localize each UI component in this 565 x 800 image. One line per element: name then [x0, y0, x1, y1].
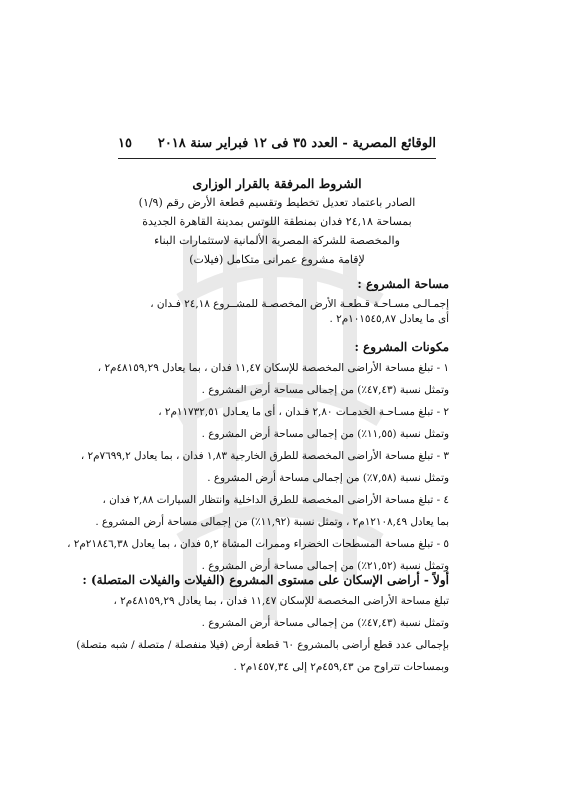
title-line: والمخصصة للشركة المصرية الألمانية لاستثمارات البناء: [154, 234, 400, 247]
section-heading-housing: أولاً - أراضى الإسكان على مستوى المشروع (الفيلات والفيلات المتصلة) :: [82, 573, 449, 587]
paragraph-line: وتمثل نسبة (٤٧,٤٣٪) من إجمالى مساحة أرض المشروع .: [201, 617, 449, 629]
paragraph-line: ٥ - تبلغ مساحة المسطحات الخضراء وممرات المشاة ٥,٢ فدان ، بما يعادل ٢١٨٤٦,٣٨م٢ ،: [67, 538, 449, 550]
paragraph-line: وبمساحات تتراوح من ٤٥٩,٤٣م٢ إلى ١٤٥٧,٣٤م٢ .: [233, 661, 449, 673]
paragraph-line: ٢ - تبلغ مسـاحـة الخدمـات ٢,٨٠ فـدان ، أى ما يعـادل ١١٧٣٢,٥١م٢ ،: [158, 406, 449, 418]
title-line: الصادر باعتماد تعديل تخطيط وتقسيم قطعة الأرض رقم (١/٩): [138, 196, 416, 209]
gazette-issue-title: الوقائع المصرية - العدد ٣٥ فى ١٢ فبراير سنة ٢٠١٨: [157, 135, 436, 151]
paragraph-line: بما يعادل ١٢١٠٨,٤٩م٢ ، وتمثل نسبة (١١,٩٢٪) من إجمالى مساحة أرض المشروع .: [95, 516, 449, 528]
paragraph-line: وتمثل نسبة (٧,٥٨٪) من إجمالى مساحة أرض المشروع .: [207, 472, 449, 484]
paragraph-line: تبلغ مساحة الأراضى المخصصة للإسكان ١١,٤٧ فدان ، بما يعادل ٤٨١٥٩,٢٩م٢ ،: [113, 595, 449, 607]
title-line: لإقامة مشروع عمرانى متكامل (فيلات): [189, 253, 365, 266]
header-divider: [118, 158, 436, 159]
page-header: [118, 134, 436, 152]
paragraph-line: وتمثل نسبة (١١,٥٥٪) من إجمالى مساحة أرض المشروع .: [201, 428, 449, 440]
paragraph-line: بإجمالى عدد قطع أراضى بالمشروع ٦٠ قطعة أرض (فيلا منفصلة / متصلة / شبه متصلة): [76, 639, 449, 651]
paragraph-line: إجمـالـى مسـاحـة قـطعـة الأرض المخصصـة للمشــروع ٢٤,١٨ فـدان ،: [150, 298, 449, 310]
section-heading-components: مكونات المشروع :: [354, 340, 449, 354]
paragraph-line: أى ما يعادل ١٠١٥٤٥,٨٧م٢ .: [329, 313, 449, 325]
housing-paragraph: [76, 594, 449, 682]
area-paragraph: [127, 297, 449, 327]
document-heading: الشروط المرفقة بالقرار الوزارى: [192, 176, 362, 191]
title-line: بمساحة ٢٤,١٨ فدان بمنطقة اللوتس بمدينة القاهرة الجديدة: [142, 215, 412, 228]
page-number: ١٥: [118, 135, 132, 151]
components-paragraph: [67, 361, 449, 581]
paragraph-line: ٤ - تبلغ مساحة الأراضى المخصصة للطرق الداخلية وانتظار السيارات ٢,٨٨ فدان ،: [102, 494, 449, 506]
paragraph-line: ١ - تبلغ مساحة الأراضى المخصصة للإسكان ١١,٤٧ فدان ، بما يعادل ٤٨١٥٩,٢٩م٢ ،: [97, 362, 449, 374]
paragraph-line: وتمثل نسبة (٤٧,٤٣٪) من إجمالى مساحة أرض المشروع .: [201, 384, 449, 396]
paragraph-line: وتمثل نسبة (٢١,٥٢٪) من إجمالى مساحة أرض المشروع .: [201, 560, 449, 572]
paragraph-line: ٣ - تبلغ مساحة الأراضى المخصصة للطرق الخارجية ١,٨٣ فدان ، بما يعادل ٧٦٩٩,٢م٢ ،: [80, 450, 449, 462]
section-heading-area: مساحة المشروع :: [357, 277, 449, 291]
